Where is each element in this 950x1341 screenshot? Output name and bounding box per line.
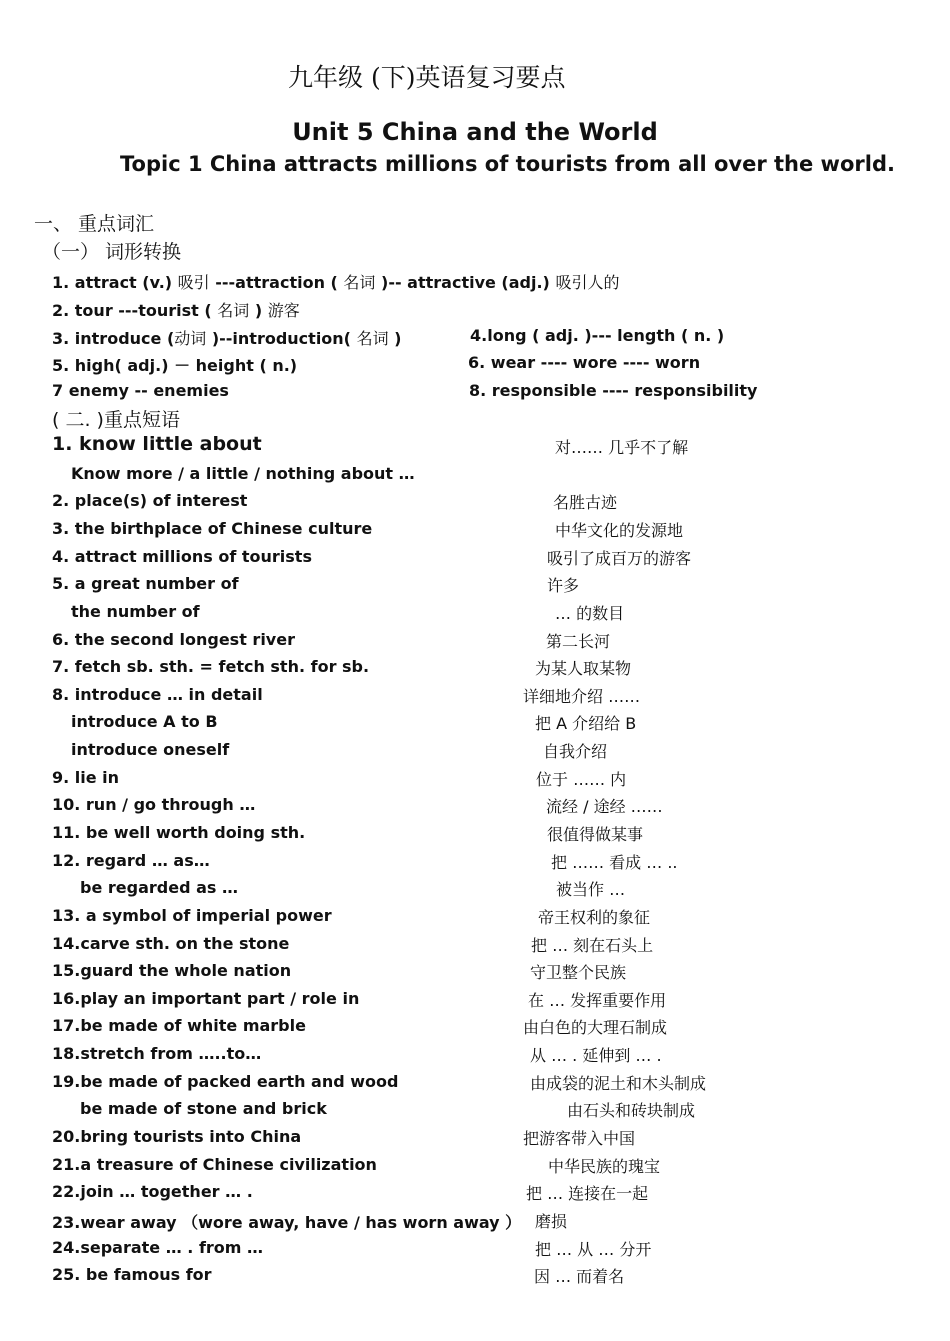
section-heading-key-vocabulary: 一、 重点词汇 xyxy=(34,213,155,235)
word-form-item-3 xyxy=(52,326,401,349)
phrase-zh: 帝王权利的象征 xyxy=(538,908,651,927)
phrase-en: 25. be famous for xyxy=(52,1265,212,1284)
phrase-en: introduce A to B xyxy=(71,712,218,731)
word-form-item-2 xyxy=(52,298,300,321)
word-form-item-6 xyxy=(468,353,700,372)
word-form-text: 3. introduce ( xyxy=(52,329,175,348)
word-form-text: )--introduction( xyxy=(206,329,357,348)
phrase-zh: 在 … 发挥重要作用 xyxy=(528,991,667,1010)
phrase-en: 12. regard … as… xyxy=(52,851,210,870)
word-form-item-1 xyxy=(52,270,619,293)
phrase-zh: 吸引了成百万的游客 xyxy=(547,549,692,568)
phrase-en: 5. a great number of xyxy=(52,574,239,593)
word-form-gloss: 名词 xyxy=(217,301,250,320)
phrase-zh: 第二长河 xyxy=(546,632,611,651)
word-form-text: 1. attract (v.) xyxy=(52,273,178,292)
phrase-en: 10. run / go through … xyxy=(52,795,256,814)
word-form-item-8 xyxy=(469,381,757,400)
phrase-en: 16.play an important part / role in xyxy=(52,989,360,1008)
word-form-item-5 xyxy=(52,353,297,376)
word-form-text: 8. responsible ---- responsibility xyxy=(469,381,758,400)
word-form-gloss: 名词 xyxy=(356,329,389,348)
topic-title: Topic 1 China attracts millions of tourists from all over the world. xyxy=(120,152,895,176)
phrase-zh: 把 … 刻在石头上 xyxy=(531,936,654,955)
phrase-zh: 很值得做某事 xyxy=(547,825,644,844)
phrase-zh: 中华文化的发源地 xyxy=(555,521,684,540)
phrase-zh: 把 A 介绍给 B xyxy=(535,714,637,733)
phrase-zh: 中华民族的瑰宝 xyxy=(548,1157,661,1176)
word-form-gloss: 吸引 xyxy=(177,273,210,292)
phrase-en: 13. a symbol of imperial power xyxy=(52,906,332,925)
word-form-text: ) xyxy=(249,301,268,320)
phrase-zh: … 的数目 xyxy=(555,604,625,623)
phrase-en: 24.separate … . from … xyxy=(52,1238,264,1257)
phrase-en: 18.stretch from …..to… xyxy=(52,1044,262,1063)
phrase-en: 3. the birthplace of Chinese culture xyxy=(52,519,373,538)
word-form-text: 6. wear ---- wore ---- worn xyxy=(468,353,701,372)
phrase-en: 4. attract millions of tourists xyxy=(52,547,312,566)
phrase-zh: 由成袋的泥土和木头制成 xyxy=(530,1074,707,1093)
phrase-zh: 详细地介绍 …… xyxy=(523,687,641,706)
word-form-gloss: 游客 xyxy=(267,301,300,320)
word-form-text: 5. high( adj.) － height ( n.) xyxy=(52,356,298,375)
phrase-en: Know more / a little / nothing about … xyxy=(71,464,415,483)
word-form-text: 2. tour ---tourist ( xyxy=(52,301,218,320)
phrase-en: 15.guard the whole nation xyxy=(52,961,292,980)
phrase-en: 9. lie in xyxy=(52,768,120,787)
phrase-en: 6. the second longest river xyxy=(52,630,295,649)
phrase-en: 2. place(s) of interest xyxy=(52,491,248,510)
word-form-text: ) xyxy=(388,329,402,348)
phrase-zh: 磨损 xyxy=(535,1212,568,1231)
phrase-zh: 许多 xyxy=(547,576,580,595)
word-form-item-7 xyxy=(52,381,229,400)
phrase-en: 14.carve sth. on the stone xyxy=(52,934,290,953)
document-title: 九年级 (下)英语复习要点 xyxy=(288,63,566,92)
phrase-en: 8. introduce … in detail xyxy=(52,685,263,704)
phrase-zh: 由白色的大理石制成 xyxy=(523,1018,668,1037)
word-form-item-4 xyxy=(470,326,724,345)
phrase-zh: 被当作 … xyxy=(556,880,626,899)
phrase-zh: 流经 / 途经 …… xyxy=(546,797,663,816)
word-form-gloss: 名词 xyxy=(343,273,376,292)
phrase-zh: 自我介绍 xyxy=(543,742,608,761)
unit-title: Unit 5 China and the World xyxy=(292,118,658,146)
word-form-text: ---attraction ( xyxy=(209,273,344,292)
phrase-en: 17.be made of white marble xyxy=(52,1016,306,1035)
phrase-zh: 由石头和砖块制成 xyxy=(567,1101,696,1120)
phrase-en: 20.bring tourists into China xyxy=(52,1127,302,1146)
phrase-en: 21.a treasure of Chinese civilization xyxy=(52,1155,377,1174)
phrase-en: be made of stone and brick xyxy=(80,1099,327,1118)
phrase-zh: 把 …… 看成 … .. xyxy=(551,853,678,872)
phrase-en: 11. be well worth doing sth. xyxy=(52,823,306,842)
word-form-text: 7 enemy -- enemies xyxy=(52,381,229,400)
phrase-zh: 把游客带入中国 xyxy=(523,1129,636,1148)
phrase-zh: 名胜古迹 xyxy=(553,493,618,512)
phrase-zh: 从 … . 延伸到 … . xyxy=(530,1046,662,1065)
phrase-zh: 守卫整个民族 xyxy=(530,963,627,982)
subsection-heading-word-forms: （一） 词形转换 xyxy=(42,241,182,263)
phrase-zh: 对…… 几乎不了解 xyxy=(555,438,689,457)
word-form-gloss: 吸引人的 xyxy=(555,273,620,292)
subsection-heading-key-phrases: ( 二. )重点短语 xyxy=(52,409,180,431)
phrase-zh: 为某人取某物 xyxy=(535,659,632,678)
phrase-en: 23.wear away （wore away, have / has worn away ） xyxy=(52,1213,522,1232)
phrase-en: the number of xyxy=(71,602,200,621)
phrase-en: 22.join … together … . xyxy=(52,1182,253,1201)
phrase-zh: 把 … 连接在一起 xyxy=(526,1184,649,1203)
phrase-en: 19.be made of packed earth and wood xyxy=(52,1072,399,1091)
phrase-en: 1. know little about xyxy=(52,433,262,455)
word-form-gloss: 动词 xyxy=(174,329,207,348)
phrase-en: be regarded as … xyxy=(80,878,238,897)
phrase-en: 7. fetch sb. sth. = fetch sth. for sb. xyxy=(52,657,370,676)
word-form-text: )-- attractive (adj.) xyxy=(375,273,556,292)
phrase-zh: 因 … 而着名 xyxy=(534,1267,625,1286)
phrase-zh: 位于 …… 内 xyxy=(536,770,627,789)
phrase-zh: 把 … 从 … 分开 xyxy=(535,1240,652,1259)
phrase-en: introduce oneself xyxy=(71,740,230,759)
word-form-text: 4.long ( adj. )--- length ( n. ) xyxy=(470,326,725,345)
